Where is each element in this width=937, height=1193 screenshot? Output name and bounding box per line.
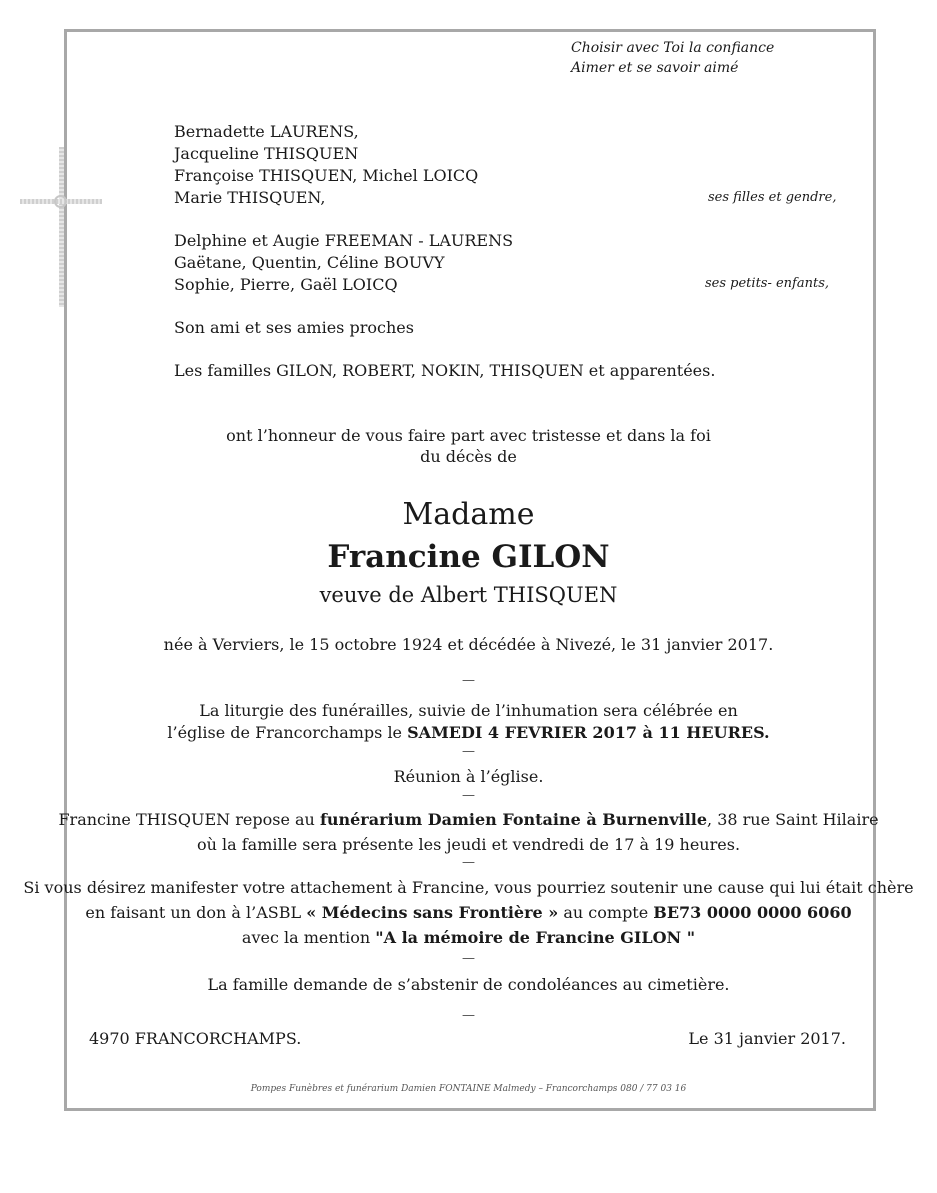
funerarium-text: Francine THISQUEN repose au [58,810,320,829]
donation-line: Si vous désirez manifester votre attachement à Francine, vous pourriez soutenir une cause qui lui était chère [23,878,914,897]
deceased-name: Francine GILON [327,539,610,575]
donation-mention: "A la mémoire de Francine GILON " [375,928,696,947]
role-grandchildren: ses petits- enfants, [705,276,830,291]
families-line: Les familles GILON, ROBERT, NOKIN, THISQUEN et apparentées. [174,361,716,380]
separator: — [462,951,475,966]
announce-line: du décès de [420,447,517,466]
liturgy-line-2 [0,723,937,742]
footer-credits: Pompes Funèbres et funérarium Damien FONTAINE Malmedy – Francorchamps 080 / 77 03 16 [250,1084,687,1094]
separator: — [462,744,475,759]
funerarium-line [0,810,937,829]
epigraph-line: Choisir avec Toi la confiance [571,40,775,56]
funerarium-name: funérarium Damien Fontaine à Burnenville [319,810,708,829]
condolences-line: La famille demande de s’abstenir de condoléances au cimetière. [207,975,730,994]
cross-icon [59,147,64,307]
family-member: Jacqueline THISQUEN [174,144,359,163]
liturgy-text: l’église de Francorchamps le [167,723,408,742]
birth-death-line: née à Verviers, le 15 octobre 1924 et décédée à Nivezé, le 31 janvier 2017. [163,635,774,654]
donation-account: BE73 0000 0000 6060 [653,903,852,922]
separator: — [462,788,475,803]
liturgy-date: SAMEDI 4 FEVRIER 2017 à 11 HEURES. [407,723,770,742]
separator: — [462,1008,475,1023]
family-member: Sophie, Pierre, Gaël LOICQ [174,275,398,294]
role-daughters: ses filles et gendre, [708,190,837,205]
funerarium-address: , 38 rue Saint Hilaire [707,810,879,829]
cross-icon-center [54,195,67,208]
funerarium-hours: où la famille sera présente les jeudi et vendredi de 17 à 19 heures. [196,835,741,854]
donation-text: avec la mention [241,928,376,947]
family-member: Delphine et Augie FREEMAN - LAURENS [174,231,514,250]
separator: — [462,855,475,870]
donation-line-2 [0,903,937,922]
friends-line: Son ami et ses amies proches [174,318,414,337]
deceased-widow-of: veuve de Albert THISQUEN [319,583,618,607]
footer-place: 4970 FRANCORCHAMPS. [89,1029,302,1048]
donation-charity: « Médecins sans Frontière » [306,903,559,922]
deceased-title: Madame [402,497,535,532]
footer-date: Le 31 janvier 2017. [688,1029,846,1048]
reunion-line: Réunion à l’église. [393,767,544,786]
family-member: Françoise THISQUEN, Michel LOICQ [174,166,479,185]
epigraph-line: Aimer et se savoir aimé [571,60,739,76]
separator: — [462,673,475,688]
announce-line: ont l’honneur de vous faire part avec tristesse et dans la foi [226,426,711,445]
liturgy-line: La liturgie des funérailles, suivie de l’inhumation sera célébrée en [199,701,738,720]
family-member: Marie THISQUEN, [174,188,326,207]
family-member: Gaëtane, Quentin, Céline BOUVY [174,253,445,272]
family-member: Bernadette LAURENS, [174,122,359,141]
donation-text: en faisant un don à l’ASBL [85,903,307,922]
donation-line-3 [0,928,937,947]
donation-text: au compte [558,903,654,922]
